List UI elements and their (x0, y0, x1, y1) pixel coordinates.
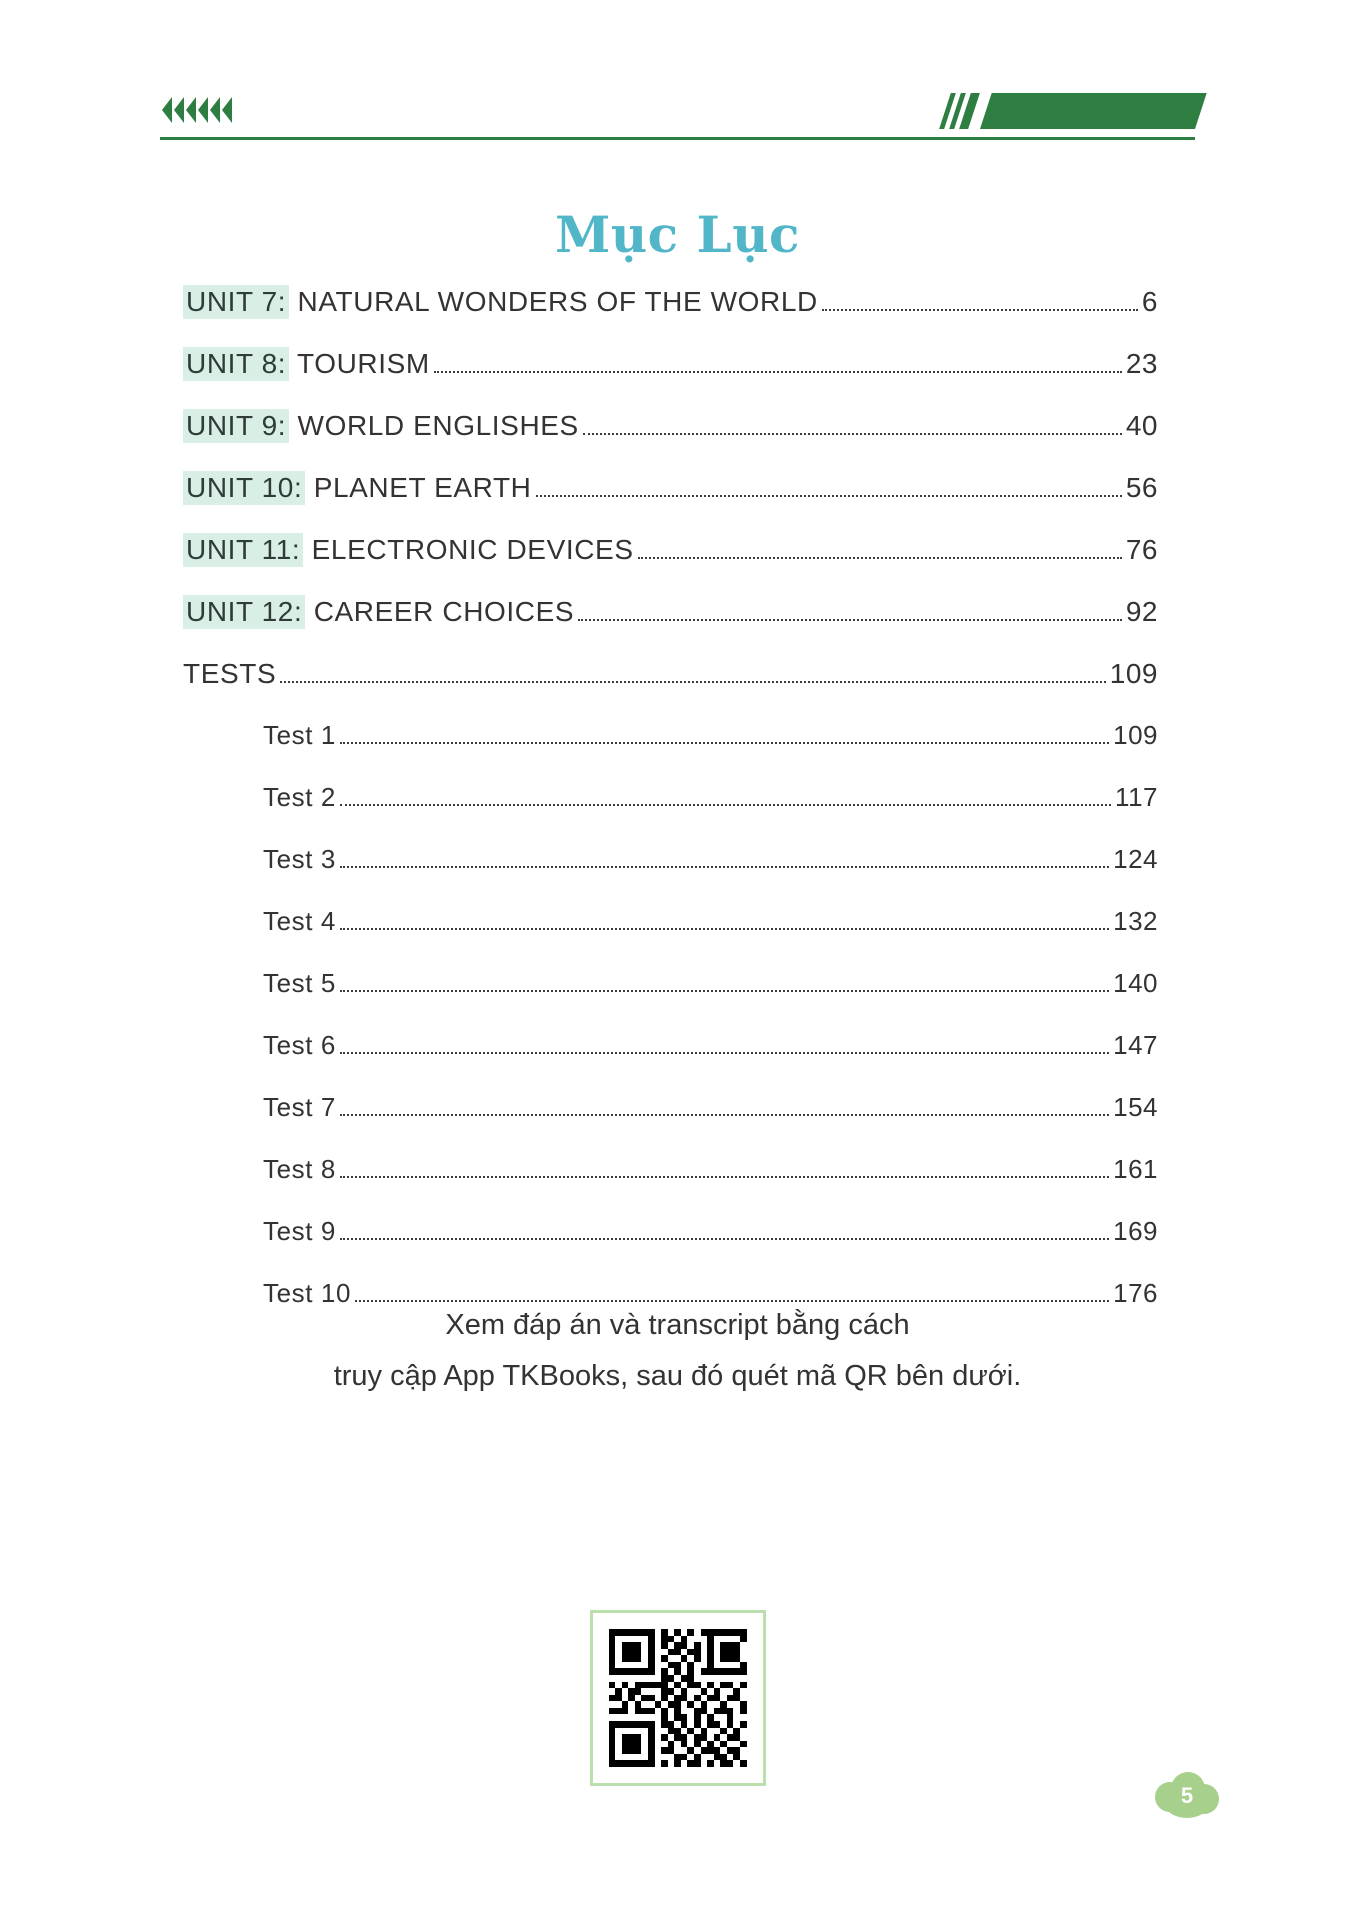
toc-entry-label: Test 6 (263, 1030, 336, 1060)
toc-entry-page: 161 (1113, 1154, 1158, 1184)
header-solid-bar (980, 93, 1207, 129)
toc-leader-dots (340, 1237, 1109, 1240)
toc-entry-page: 109 (1113, 720, 1158, 750)
toc-unit-tag: UNIT 10: (183, 471, 305, 505)
toc-unit-tag: UNIT 9: (183, 409, 289, 443)
toc-entry-label: Test 1 (263, 720, 336, 750)
toc-entry-page: 56 (1125, 472, 1158, 503)
toc-entry[interactable] (183, 908, 1158, 970)
toc-entry[interactable] (183, 1156, 1158, 1218)
toc-entry-page: 76 (1125, 534, 1158, 565)
toc-entry[interactable] (183, 598, 1158, 660)
toc-entry-label: UNIT 8: TOURISM (183, 350, 430, 378)
qr-code (609, 1629, 747, 1767)
toc-leader-dots (638, 556, 1122, 559)
toc-entry-page: 169 (1113, 1216, 1158, 1246)
toc-entry[interactable] (183, 1032, 1158, 1094)
toc-entry[interactable] (183, 536, 1158, 598)
toc-entry[interactable] (183, 846, 1158, 908)
toc-entry-page: 40 (1125, 410, 1158, 441)
note-line-1: Xem đáp án và transcript bằng cách (445, 1309, 910, 1341)
toc-entry-label: Test 2 (263, 782, 336, 812)
toc-leader-dots (340, 741, 1109, 744)
toc-leader-dots (578, 618, 1122, 621)
toc-leader-dots (280, 680, 1106, 683)
toc-leader-dots (340, 989, 1109, 992)
toc-entry[interactable] (183, 722, 1158, 784)
toc-leader-dots (340, 865, 1109, 868)
toc-entry[interactable] (183, 660, 1158, 722)
toc-entry-label: Test 9 (263, 1216, 336, 1246)
toc-unit-tag: UNIT 7: (183, 285, 289, 319)
toc-entry-page: 92 (1125, 596, 1158, 627)
qr-code-frame (590, 1610, 766, 1786)
page-title: Mục Lục (554, 205, 800, 264)
toc-leader-dots (340, 1175, 1109, 1178)
toc-entry-label: TESTS (183, 658, 277, 689)
toc-entry-label: Test 7 (263, 1092, 336, 1122)
header-bar-decoration (945, 93, 1195, 129)
chevrons-left-icon (162, 97, 232, 123)
toc-entry[interactable] (183, 970, 1158, 1032)
toc-entry-page: 132 (1113, 906, 1158, 936)
toc-leader-dots (340, 927, 1109, 930)
toc-entry-label: Test 5 (263, 968, 336, 998)
toc-leader-dots (434, 370, 1122, 373)
toc-leader-dots (583, 432, 1122, 435)
toc-entry-page: 23 (1125, 348, 1158, 379)
toc-leader-dots (822, 308, 1138, 311)
toc-entry-label: UNIT 10: PLANET EARTH (183, 474, 532, 502)
toc-unit-tag: UNIT 11: (183, 533, 303, 567)
toc-entry[interactable] (183, 288, 1158, 350)
toc-entry[interactable] (183, 412, 1158, 474)
toc-entry[interactable] (183, 350, 1158, 412)
page-header-decoration (160, 85, 1195, 145)
page-number-badge (1151, 1770, 1223, 1822)
toc-entry-label: UNIT 9: WORLD ENGLISHES (183, 412, 579, 440)
toc-entry-label: Test 10 (263, 1278, 352, 1308)
note-line-2: truy cập App TKBooks, sau đó quét mã QR bên dưới. (333, 1359, 1022, 1392)
toc-entry[interactable] (183, 784, 1158, 846)
page-number: 5 (1180, 1783, 1194, 1808)
toc-entry-page: 147 (1113, 1030, 1158, 1060)
toc-entry-label: UNIT 11: ELECTRONIC DEVICES (183, 536, 634, 564)
toc-leader-dots (340, 1113, 1109, 1116)
toc-entry-page: 117 (1115, 782, 1158, 812)
toc-entry[interactable] (183, 1218, 1158, 1280)
toc-entry-label: Test 8 (263, 1154, 336, 1184)
toc-entry-page: 124 (1113, 844, 1158, 874)
header-rule (160, 137, 1195, 140)
toc-entry-label: UNIT 7: NATURAL WONDERS OF THE WORLD (183, 288, 818, 316)
table-of-contents (183, 288, 1158, 1342)
toc-leader-dots (340, 1051, 1109, 1054)
toc-entry[interactable] (183, 474, 1158, 536)
toc-entry-page: 109 (1109, 658, 1158, 689)
toc-entry-label: Test 3 (263, 844, 336, 874)
toc-unit-tag: UNIT 8: (183, 347, 289, 381)
toc-entry-page: 176 (1113, 1278, 1158, 1308)
toc-unit-tag: UNIT 12: (183, 595, 305, 629)
toc-entry-page: 6 (1141, 286, 1158, 317)
toc-entry-page: 140 (1113, 968, 1158, 998)
toc-leader-dots (536, 494, 1122, 497)
toc-leader-dots (340, 803, 1111, 806)
toc-entry[interactable] (183, 1094, 1158, 1156)
toc-entry-label: Test 4 (263, 906, 336, 936)
toc-entry-page: 154 (1113, 1092, 1158, 1122)
slashes-icon (945, 93, 974, 129)
toc-entry-label: UNIT 12: CAREER CHOICES (183, 598, 574, 626)
note-text (0, 1300, 1355, 1402)
